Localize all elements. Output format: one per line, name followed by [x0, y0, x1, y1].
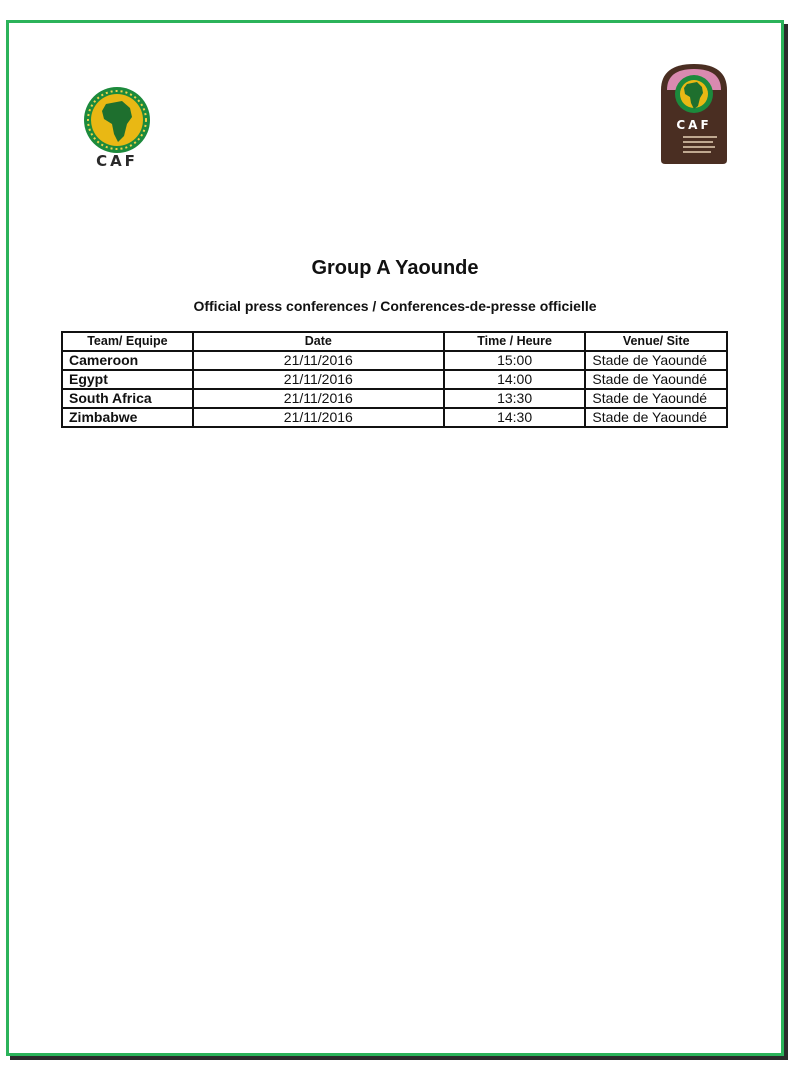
venue-cell: Stade de Yaoundé [585, 351, 727, 370]
table-row [62, 370, 727, 389]
time-cell: 15:00 [444, 351, 586, 370]
team-cell: Zimbabwe [62, 408, 193, 427]
column-header-venue: Venue/ Site [585, 332, 727, 351]
document-frame [6, 20, 784, 1056]
caf-logo-text: CAF [96, 152, 138, 170]
team-cell: Egypt [62, 370, 193, 389]
date-cell: 21/11/2016 [193, 351, 444, 370]
column-header-date: Date [193, 332, 444, 351]
venue-cell: Stade de Yaoundé [585, 408, 727, 427]
document-subtitle: Official press conferences / Conferences-de-presse officielle [193, 298, 597, 314]
venue-cell: Stade de Yaoundé [585, 389, 727, 408]
time-cell: 13:30 [444, 389, 586, 408]
venue-cell: Stade de Yaoundé [585, 370, 727, 389]
date-cell: 21/11/2016 [193, 408, 444, 427]
table-row [62, 351, 727, 370]
table-header-row [62, 332, 727, 351]
table-row [62, 408, 727, 427]
table-row [62, 389, 727, 408]
time-cell: 14:00 [444, 370, 586, 389]
emblem-caf-text: CAF [676, 118, 712, 132]
caf-logo-icon [72, 86, 162, 172]
date-cell: 21/11/2016 [193, 389, 444, 408]
press-conference-table [61, 331, 728, 428]
cameroon-2016-emblem-icon [655, 60, 733, 166]
time-cell: 14:30 [444, 408, 586, 427]
date-cell: 21/11/2016 [193, 370, 444, 389]
column-header-team: Team/ Equipe [62, 332, 193, 351]
team-cell: Cameroon [62, 351, 193, 370]
team-cell: South Africa [62, 389, 193, 408]
document-title: Group A Yaounde [311, 257, 479, 279]
column-header-time: Time / Heure [444, 332, 586, 351]
